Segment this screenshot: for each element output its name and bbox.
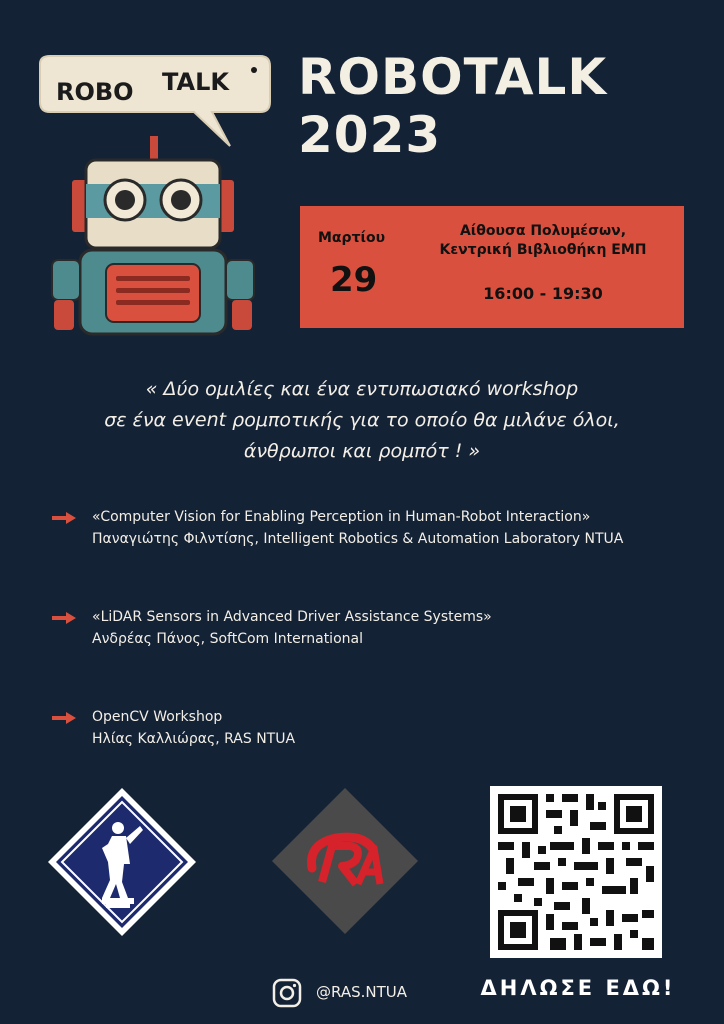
- register-cta[interactable]: ΔΗΛΩΣΕ ΕΔΩ!: [480, 976, 676, 1000]
- event-info-box: [300, 206, 684, 328]
- title-line-2: 2023: [298, 106, 442, 164]
- ras-logo: [270, 786, 420, 936]
- arrow-right-icon: [52, 712, 76, 724]
- instagram-handle[interactable]: @RAS.NTUA: [316, 983, 407, 1001]
- robot-illustration: [22, 50, 282, 340]
- talk-speaker: Παναγιώτης Φιλντίσης, Intelligent Robotics & Automation Laboratory NTUA: [92, 531, 624, 547]
- event-title: [298, 48, 718, 164]
- title-line-1: ROBOTALK: [298, 48, 608, 106]
- talk-speaker: Ηλίας Καλλιώρας, RAS NTUA: [92, 731, 296, 747]
- talk-title: OpenCV Workshop: [92, 709, 223, 725]
- event-venue: Αίθουσα Πολυμέσων, Κεντρική Βιβλιοθήκη ΕΜΠ: [439, 223, 647, 258]
- event-day: 29: [330, 260, 378, 300]
- arrow-right-icon: [52, 612, 76, 624]
- talk-speaker: Ανδρέας Πάνος, SoftCom International: [92, 631, 363, 647]
- event-quote: « Δύο ομιλίες και ένα εντυπωσιακό workshop σε ένα event ρομποτικής για το οποίο θα μιλάνε όλοι, άνθρωποι και ρομπότ ! »: [104, 378, 620, 462]
- instagram-icon[interactable]: [272, 978, 302, 1008]
- arrow-right-icon: [52, 512, 76, 524]
- qr-code[interactable]: [490, 786, 662, 958]
- talk-title: «LiDAR Sensors in Advanced Driver Assistance Systems»: [92, 609, 492, 625]
- ntua-logo: [46, 786, 198, 938]
- bubble-text-right: TALK: [162, 68, 229, 96]
- event-time: 16:00 - 19:30: [483, 284, 603, 303]
- bubble-text-left: ROBO: [56, 78, 134, 106]
- event-month: Μαρτίου: [318, 230, 386, 246]
- talk-title: «Computer Vision for Enabling Perception in Human-Robot Interaction»: [92, 509, 591, 525]
